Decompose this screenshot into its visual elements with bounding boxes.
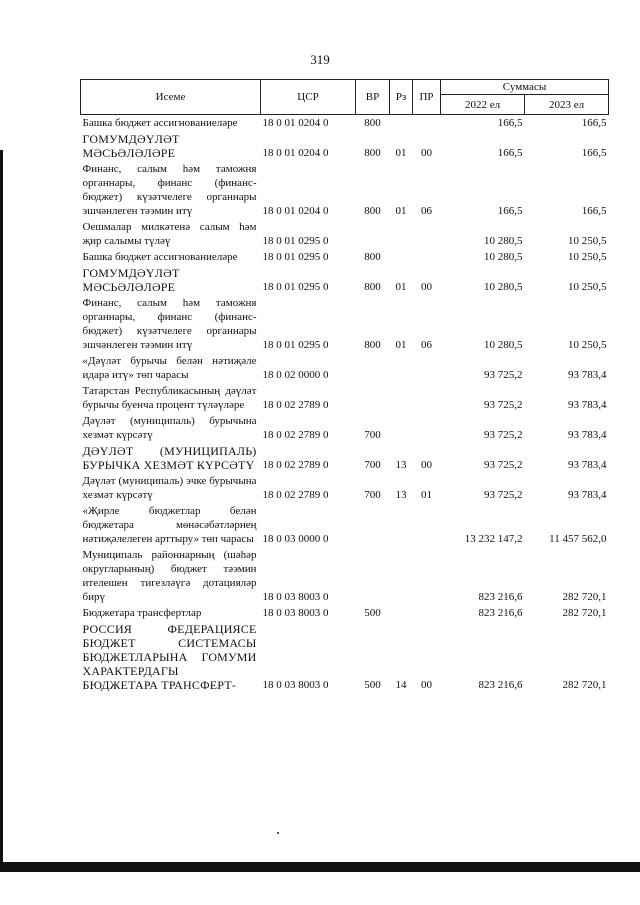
row-vr: 800: [364, 117, 381, 129]
row-pr: [413, 605, 441, 621]
row-sum-2023: 10 250,5: [568, 281, 607, 293]
row-csr: 18 0 03 8003 0: [262, 607, 329, 619]
row-rz: 13: [395, 459, 407, 471]
row-vr: 500: [364, 679, 381, 691]
row-pr: 00: [421, 147, 432, 159]
row-rz: [390, 413, 413, 443]
row-csr: 18 0 02 2789 0: [262, 489, 329, 501]
scan-left-edge: [0, 150, 3, 868]
row-sum-2023: 166,5: [581, 205, 607, 217]
row-csr: 18 0 02 2789 0: [262, 429, 329, 441]
row-name: Татарстан Республикасының дәүләт бурычы буенча процент түләүләре: [82, 385, 257, 411]
row-csr: 18 0 01 0295 0: [262, 339, 329, 351]
table-row: [81, 473, 609, 503]
header-year-2023: 2023 ел: [525, 95, 609, 115]
row-pr: 01: [421, 489, 432, 501]
row-name: «Дәүләт бурычы белән нәтиҗәле идарә итү» төп чарасы: [82, 355, 257, 381]
row-csr: 18 0 01 0204 0: [262, 117, 329, 129]
header-year-2022: 2022 ел: [441, 95, 525, 115]
row-pr: [413, 353, 441, 383]
row-sum-2023: 93 783,4: [568, 429, 607, 441]
page-number: 319: [310, 52, 330, 67]
row-sum-2022: 10 280,5: [484, 251, 523, 263]
header-sums: Суммасы: [441, 80, 609, 95]
table-row: [81, 265, 609, 295]
row-rz: 13: [395, 489, 407, 501]
row-csr: 18 0 02 2789 0: [262, 459, 329, 471]
row-rz: 01: [395, 147, 407, 159]
row-pr: [413, 503, 441, 547]
row-vr: [356, 503, 390, 547]
row-rz: [390, 249, 413, 265]
row-sum-2022: 10 280,5: [484, 339, 523, 351]
row-sum-2023: 10 250,5: [568, 251, 607, 263]
row-pr: 06: [421, 339, 432, 351]
row-csr: 18 0 01 0295 0: [262, 281, 329, 293]
row-sum-2022: 93 725,2: [484, 429, 523, 441]
row-sum-2023: 282 720,1: [562, 607, 607, 619]
row-sum-2023: 10 250,5: [568, 339, 607, 351]
table-row: [81, 621, 609, 693]
row-csr: 18 0 01 0204 0: [262, 205, 329, 217]
row-vr: [356, 547, 390, 605]
row-name: Муниципаль районнарның (шәһәр округларының) бюджет тәэмин ителешен тигезләүгә дотацияләр бирү: [82, 549, 257, 603]
row-name: Башка бюджет ассигнованиеләре: [82, 117, 238, 129]
row-name: Финанс, салым һәм таможня органнары, финанс (финанс-бюджет) күзәтчелеге органнары эшчәнлеген тәэмин итү: [82, 163, 257, 217]
row-name: Дәүләт (муниципаль) эчке бурычына хезмәт күрсәтү: [82, 475, 257, 501]
row-sum-2023: 282 720,1: [562, 591, 607, 603]
row-pr: [413, 115, 441, 132]
row-vr: 800: [364, 339, 381, 351]
row-sum-2023: 93 783,4: [568, 489, 607, 501]
row-sum-2022: 93 725,2: [484, 489, 523, 501]
row-sum-2023: 166,5: [581, 147, 607, 159]
row-vr: 800: [364, 147, 381, 159]
table-row: [81, 503, 609, 547]
table-row: [81, 249, 609, 265]
row-pr: [413, 413, 441, 443]
table-row: [81, 161, 609, 219]
row-sum-2022: 10 280,5: [484, 281, 523, 293]
row-sum-2023: 10 250,5: [568, 235, 607, 247]
header-name: Исеме: [81, 80, 261, 115]
header-vr: ВР: [356, 80, 390, 115]
header-csr: ЦСР: [261, 80, 356, 115]
row-sum-2022: 823 216,6: [478, 679, 523, 691]
row-rz: 01: [395, 205, 407, 217]
row-sum-2023: 93 783,4: [568, 369, 607, 381]
row-pr: [413, 547, 441, 605]
row-vr: 700: [364, 429, 381, 441]
row-csr: 18 0 03 0000 0: [262, 533, 329, 545]
row-csr: 18 0 01 0295 0: [262, 235, 329, 247]
budget-table: [80, 79, 609, 693]
row-vr: 700: [364, 489, 381, 501]
header-pr: ПР: [413, 80, 441, 115]
row-sum-2023: 93 783,4: [568, 399, 607, 411]
row-rz: [390, 115, 413, 132]
row-pr: 00: [421, 459, 432, 471]
row-sum-2023: 166,5: [581, 117, 607, 129]
row-vr: 800: [364, 251, 381, 263]
row-pr: [413, 383, 441, 413]
table-header: [81, 80, 609, 115]
row-sum-2023: 93 783,4: [568, 459, 607, 471]
table-row: [81, 605, 609, 621]
row-csr: 18 0 03 8003 0: [262, 679, 329, 691]
row-rz: [390, 219, 413, 249]
row-name: Дәүләт (муниципаль) бурычына хезмәт күрсәтү: [82, 415, 257, 441]
row-sum-2022: 93 725,2: [484, 459, 523, 471]
table-row: [81, 295, 609, 353]
table-row: [81, 131, 609, 161]
row-vr: 800: [364, 281, 381, 293]
row-sum-2022: 823 216,6: [478, 591, 523, 603]
row-name: Бюджетара трансфертлар: [82, 607, 202, 619]
row-sum-2022: 166,5: [497, 205, 523, 217]
row-rz: [390, 353, 413, 383]
row-rz: 14: [395, 679, 407, 691]
table-row: [81, 383, 609, 413]
table-row: [81, 443, 609, 473]
row-sum-2022: 10 280,5: [484, 235, 523, 247]
row-rz: 01: [395, 281, 407, 293]
row-pr: [413, 219, 441, 249]
row-sum-2023: 282 720,1: [562, 679, 607, 691]
table-row: [81, 353, 609, 383]
row-csr: 18 0 02 0000 0: [262, 369, 329, 381]
row-name: «Җирле бюджетлар белән бюджетара мөнәсәбәтләрнең нәтиҗәлелеген арттыру» төп чарасы: [82, 505, 257, 545]
row-vr: [356, 219, 390, 249]
row-rz: 01: [395, 339, 407, 351]
table-body: [81, 115, 609, 694]
header-rz: Рз: [390, 80, 413, 115]
row-rz: [390, 503, 413, 547]
row-vr: 700: [364, 459, 381, 471]
row-vr: [356, 353, 390, 383]
row-sum-2022: 13 232 147,2: [464, 533, 523, 545]
row-name: ДӘҮЛӘТ (МУНИЦИПАЛЬ) БУРЫЧКА ХЕЗМӘТ КҮРСӘТҮ: [82, 444, 257, 472]
row-name: Башка бюджет ассигнованиеләре: [82, 251, 238, 263]
row-vr: 500: [364, 607, 381, 619]
row-name: ГОМУМДӘҮЛӘТ МӘСЬӘЛӘЛӘРЕ: [82, 266, 180, 294]
row-rz: [390, 383, 413, 413]
row-pr: [413, 249, 441, 265]
row-sum-2022: 93 725,2: [484, 399, 523, 411]
scan-speck: [277, 832, 279, 834]
row-sum-2022: 93 725,2: [484, 369, 523, 381]
row-csr: 18 0 01 0204 0: [262, 147, 329, 159]
row-name: Финанс, салым һәм таможня органнары, финанс (финанс-бюджет) күзәтчелеге органнары эшчәнлеген тәэмин итү: [82, 297, 257, 351]
row-pr: 06: [421, 205, 432, 217]
row-vr: [356, 383, 390, 413]
row-rz: [390, 547, 413, 605]
row-csr: 18 0 01 0295 0: [262, 251, 329, 263]
row-csr: 18 0 02 2789 0: [262, 399, 329, 411]
row-pr: 00: [421, 281, 432, 293]
table-row: [81, 219, 609, 249]
row-sum-2023: 11 457 562,0: [549, 533, 607, 545]
row-name: Оешмалар милкәтенә салым һәм җир салымы түләү: [82, 221, 257, 247]
table-row: [81, 115, 609, 132]
row-rz: [390, 605, 413, 621]
row-csr: 18 0 03 8003 0: [262, 591, 329, 603]
row-pr: 00: [421, 679, 432, 691]
table-row: [81, 413, 609, 443]
row-sum-2022: 166,5: [497, 147, 523, 159]
row-sum-2022: 823 216,6: [478, 607, 523, 619]
row-sum-2022: 166,5: [497, 117, 523, 129]
table-row: [81, 547, 609, 605]
row-name: РОССИЯ ФЕДЕРАЦИЯСЕ БЮДЖЕТ СИСТЕМАСЫ БЮДЖЕТЛАРЫНА ГОМУМИ ХАРАКТЕРДАГЫ БЮДЖЕТАРА ТРАНСФЕРТ-: [82, 622, 257, 692]
row-vr: 800: [364, 205, 381, 217]
row-name: ГОМУМДӘҮЛӘТ МӘСЬӘЛӘЛӘРЕ: [82, 132, 180, 160]
scan-bottom-edge: [0, 862, 640, 872]
